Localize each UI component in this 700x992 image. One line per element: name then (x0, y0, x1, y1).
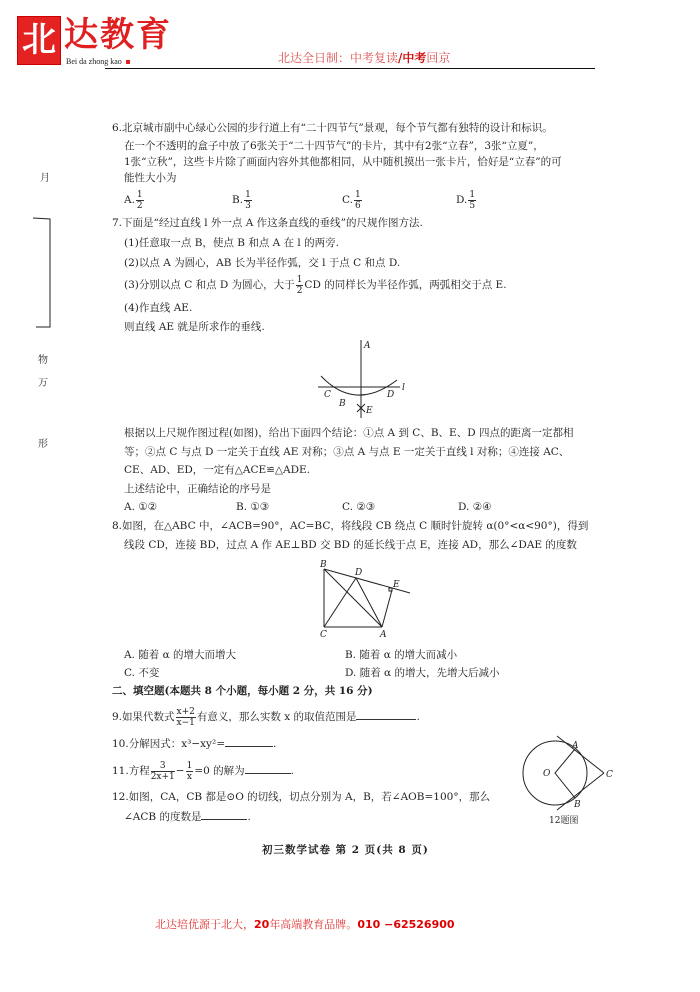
q6-line: 在一个不透明的盒子中放了6张关于“二十四节气”的卡片，其中有2张“立春”，3张“立夏”， (124, 140, 544, 152)
q7-line: (1)任意取一点 B，使点 B 和点 A 在 l 的两旁. (124, 237, 339, 249)
tagline-c: 回京 (426, 51, 451, 65)
label-l: l (402, 383, 405, 393)
label-c: C (324, 390, 331, 400)
q7-line: 7.下面是“经过直线 l 外一点 A 作这条直线的垂线”的尺规作图方法. (112, 217, 423, 229)
q12-caption: 12题图 (549, 816, 579, 826)
denominator: 6 (355, 200, 361, 211)
logo-text: 达教育 (64, 15, 172, 55)
q6-line: 1张“立秋”，这些卡片除了画面内容外其他都相同，从中随机摸出一张卡片，恰好是“立春”的可 (124, 156, 562, 168)
q10-end: . (273, 738, 277, 750)
numerator: 1 (469, 189, 476, 200)
option-label: D. (456, 194, 468, 206)
q7-para: 根据以上尺规作图过程(如图)，给出下面四个结论：①点 A 到 C、B、E、D 四点的距离一定都相 (124, 427, 574, 439)
option-label: B. (232, 194, 244, 206)
q6-line: 6.北京城市副中心绿心公园的步行道上有“二十四节气”景观，每个节气都有独特的设计和标识。 (112, 122, 553, 134)
side-char: 月 (40, 173, 50, 184)
denominator: 2x+1 (150, 771, 175, 782)
q7-option-d: D. ②④ (458, 501, 492, 513)
numerator: 1 (245, 189, 251, 200)
section-title: 二、填空题(本题共 8 个小题，每小题 2 分，共 16 分) (112, 685, 373, 697)
denominator: 2 (136, 200, 143, 211)
q7-para: CE、AD、ED，一定有△ACE≌△ADE. (124, 464, 311, 476)
q7-option-a: A. ①② (124, 501, 158, 513)
q12-b: ∠ACB 的度数是 (124, 811, 202, 823)
tagline-b: /中考 (398, 51, 427, 65)
q10-a: 10.分解因式：x³−xy²= (112, 738, 225, 750)
denominator: 2 (296, 285, 303, 296)
q9-end: . (416, 711, 420, 723)
label-c: C (320, 630, 327, 640)
q6-line: 能性大小为 (124, 172, 177, 184)
tagline-a: 北达全日制：中考复读 (278, 51, 399, 65)
numerator: 1 (186, 760, 193, 771)
q7-option-b: B. ①③ (236, 501, 270, 513)
step3-b: CD 的同样长为半径作弧，两弧相交于点 E. (304, 279, 507, 291)
option-label: A. (124, 194, 135, 206)
label-b: B (574, 800, 581, 810)
q7-figure (318, 340, 405, 418)
option-label: C. (342, 194, 353, 206)
denominator: 5 (469, 200, 476, 211)
label-a: A (572, 741, 579, 751)
step3-a: (3)分别以点 C 和点 D 为圆心，大于 (124, 279, 295, 291)
tangent-ca (557, 736, 604, 773)
q8-line: 线段 CD，连接 BD，过点 A 作 AE⊥BD 交 BD 的延长线于点 E，连接 AD，那么∠DAE 的度数 (124, 539, 577, 551)
numerator: 1 (136, 189, 143, 200)
promo-b: 20 (254, 918, 270, 931)
label-b: B (320, 560, 327, 570)
logo-mark: 北 (17, 16, 61, 65)
numerator: 1 (355, 189, 361, 200)
page-footer: 初三数学试卷 第 2 页(共 8 页) (262, 844, 429, 856)
denominator: x (186, 771, 192, 782)
logo-sub-text: Bei da zhong kao (66, 57, 122, 66)
promo-c: 年高端教育品牌。 (269, 918, 358, 931)
label-e: E (393, 580, 400, 590)
q7-line: (2)以点 A 为圆心，AB 长为半径作弧，交 l 于点 C 和点 D. (124, 257, 401, 269)
q8-option-d: D. 随着 α 的增大，先增大后减小 (345, 667, 500, 679)
line-ae (382, 590, 392, 627)
q12-end: . (247, 811, 251, 823)
q7-line: 则直线 AE 就是所求作的垂线. (124, 321, 265, 333)
label-o: O (543, 769, 551, 779)
side-char: 形 (38, 439, 48, 450)
radii-oa-ob (555, 749, 575, 798)
q9-a: 9.如果代数式 (112, 711, 175, 723)
numerator: x+2 (176, 706, 195, 717)
label-d: D (355, 568, 363, 578)
side-char: 物 (38, 355, 48, 366)
label-d: D (387, 390, 395, 400)
promo-phone: 010 −62526900 (357, 918, 455, 931)
denominator: x−1 (176, 717, 195, 728)
label-a: A (380, 630, 387, 640)
q8-option-b: B. 随着 α 的增大而减小 (345, 649, 458, 661)
numerator: 3 (151, 761, 175, 772)
line-ad (356, 578, 382, 627)
label-a: A (364, 341, 371, 351)
q7-para: 等；②点 C 与点 D 一定关于直线 AE 对称；③点 A 与点 E 一定关于直线 l 对称；④连接 AC、 (124, 446, 570, 458)
denominator: 3 (245, 200, 251, 211)
q12-line1: 12.如图，CA，CB 都是⊙O 的切线，切点分别为 A，B，若∠AOB=100°，那么 (112, 791, 491, 803)
label-c: C (606, 770, 613, 780)
q7-line: (4)作直线 AE. (124, 302, 193, 314)
q7-option-c: C. ②③ (342, 501, 376, 513)
q7-para: 上述结论中，正确结论的序号是 (124, 483, 271, 495)
q12-figure (523, 736, 613, 810)
q11-b: =0 的解为 (194, 765, 245, 777)
q8-line: 8.如图，在△ABC 中，∠ACB=90°，AC=BC，将线段 CB 绕点 C 顺时针旋转 α(0°<α<90°)，得到 (112, 520, 589, 532)
label-b: B (339, 399, 346, 409)
promo-a: 北达培优源于北大， (155, 918, 254, 931)
line-ba (324, 569, 382, 627)
minus: − (175, 765, 185, 777)
q9-b: 有意义，那么实数 x 的取值范围是 (196, 711, 357, 723)
q8-option-c: C. 不变 (124, 667, 160, 679)
q8-option-a: A. 随着 α 的增大而增大 (124, 649, 237, 661)
right-angle-mark (389, 588, 392, 591)
arc-cd (321, 376, 397, 395)
side-char: 万 (38, 378, 48, 389)
label-e: E (366, 406, 373, 416)
numerator: 1 (296, 274, 303, 285)
q11-end: . (290, 765, 294, 777)
binding-bracket (33, 218, 50, 327)
q8-figure (319, 560, 410, 640)
q11-a: 11.方程 (112, 765, 150, 777)
